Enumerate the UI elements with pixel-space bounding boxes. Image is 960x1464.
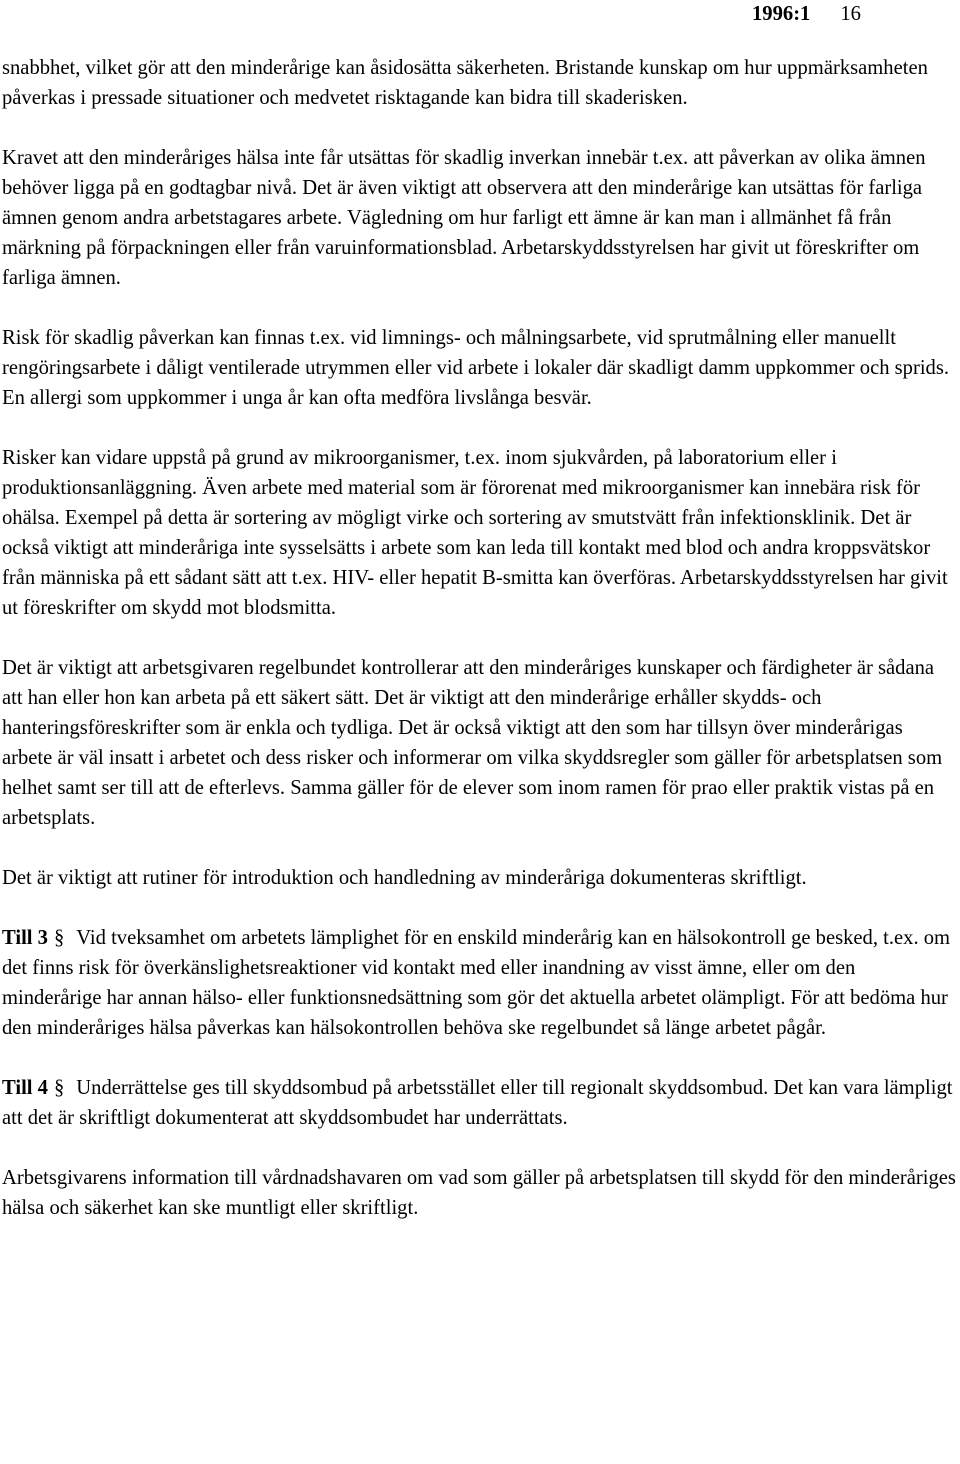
section-sign: §	[53, 1077, 65, 1099]
till-3-section	[2, 923, 958, 1043]
till-3-text: Vid tveksamhet om arbetets lämplighet för en enskild minderårig kan en hälsokontroll ge besked, t.ex. om det finns risk för överkänslighetsreaktioner vid kontakt med eller inandning av visst ämne, eller om den minderårige har annan hälso- eller funktionsnedsättning som gör det aktuella arbetet olämpligt. För att bedöma hur den minderåriges hälsa påverkas kan hälsokontrollen behöva ske regelbundet så länge arbetet pågår.	[2, 927, 951, 1039]
till-4-text: Underrättelse ges till skyddsombud på arbetsstället eller till regionalt skyddsombud. Det kan vara lämpligt att det är skriftligt dokumenterat att skyddsombudet har underrättats.	[2, 1077, 953, 1129]
document-body	[2, 53, 958, 1223]
page-header	[752, 0, 861, 28]
paragraph-skadlig-paverkan: Risk för skadlig påverkan kan finnas t.ex. vid limnings- och målningsarbete, vid sprutmålning eller manuellt rengöringsarbete i dåligt ventilerade utrymmen eller vid arbete i lokaler där skadligt damm uppkommer och sprids. En allergi som uppkommer i unga år kan ofta medföra livslånga besvär.	[2, 327, 950, 409]
till-4-label: Till 4	[2, 1077, 48, 1099]
paragraph-rutiner: Det är viktigt att rutiner för introduktion och handledning av minderåriga dokumenteras skriftligt.	[2, 867, 807, 889]
paragraph-mikroorganismer: Risker kan vidare uppstå på grund av mikroorganismer, t.ex. inom sjukvården, på laboratorium eller i produktionsanläggning. Även arbete med material som är förorenat med mikroorganismer kan innebära risk för ohälsa. Exempel på detta är sortering av mögligt virke och sortering av smutstvätt från infektionsklinik. Det är också viktigt att minderåriga inte sysselsätts i arbete som kan leda till kontakt med blod och andra kroppsvätskor från människa på ett sådant sätt att t.ex. HIV- eller hepatit B-smitta kan överföras. Arbetarskyddsstyrelsen har givit ut föreskrifter om skydd mot blodsmitta.	[2, 447, 948, 619]
paragraph-arbetsgivaren-kontroll: Det är viktigt att arbetsgivaren regelbundet kontrollerar att den minderåriges kunskaper och färdigheter är sådana att han eller hon kan arbeta på ett säkert sätt. Det är viktigt att den minderårige erhåller skydds- och hanteringsföreskrifter som är enkla och tydliga. Det är också viktigt att den som har tillsyn över minderårigas arbete är väl insatt i arbetet och dess risker och informerar om vilka skyddsregler som gäller för arbetsplatsen som helhet samt ser till att de efterlevs. Samma gäller för de elever som inom ramen för prao eller praktik vistas på en arbetsplats.	[2, 657, 943, 829]
till-4-section	[2, 1073, 958, 1133]
till-3-label: Till 3	[2, 927, 48, 949]
page-number: 16	[840, 3, 861, 25]
document-reference: 1996:1	[752, 3, 811, 25]
section-sign: §	[53, 927, 65, 949]
paragraph-vardnadshavare: Arbetsgivarens information till vårdnadshavaren om vad som gäller på arbetsplatsen till skydd för den minderåriges hälsa och säkerhet kan ske muntligt eller skriftligt.	[2, 1167, 956, 1219]
paragraph-farliga-amnen: Kravet att den minderåriges hälsa inte får utsättas för skadlig inverkan innebär t.ex. att påverkan av olika ämnen behöver ligga på en godtagbar nivå. Det är även viktigt att observera att den minderårige kan utsättas för farliga ämnen genom andra arbetstagares arbete. Vägledning om hur farligt ett ämne är kan man i allmänhet få från märkning på förpackningen eller från varuinformationsblad. Arbetarskyddsstyrelsen har givit ut föreskrifter om farliga ämnen.	[2, 147, 926, 289]
paragraph-skaderisken: snabbhet, vilket gör att den minderårige kan åsidosätta säkerheten. Bristande kunskap om hur uppmärksamheten påverkas i pressade situationer och medvetet risktagande kan bidra till skaderisken.	[2, 57, 928, 109]
